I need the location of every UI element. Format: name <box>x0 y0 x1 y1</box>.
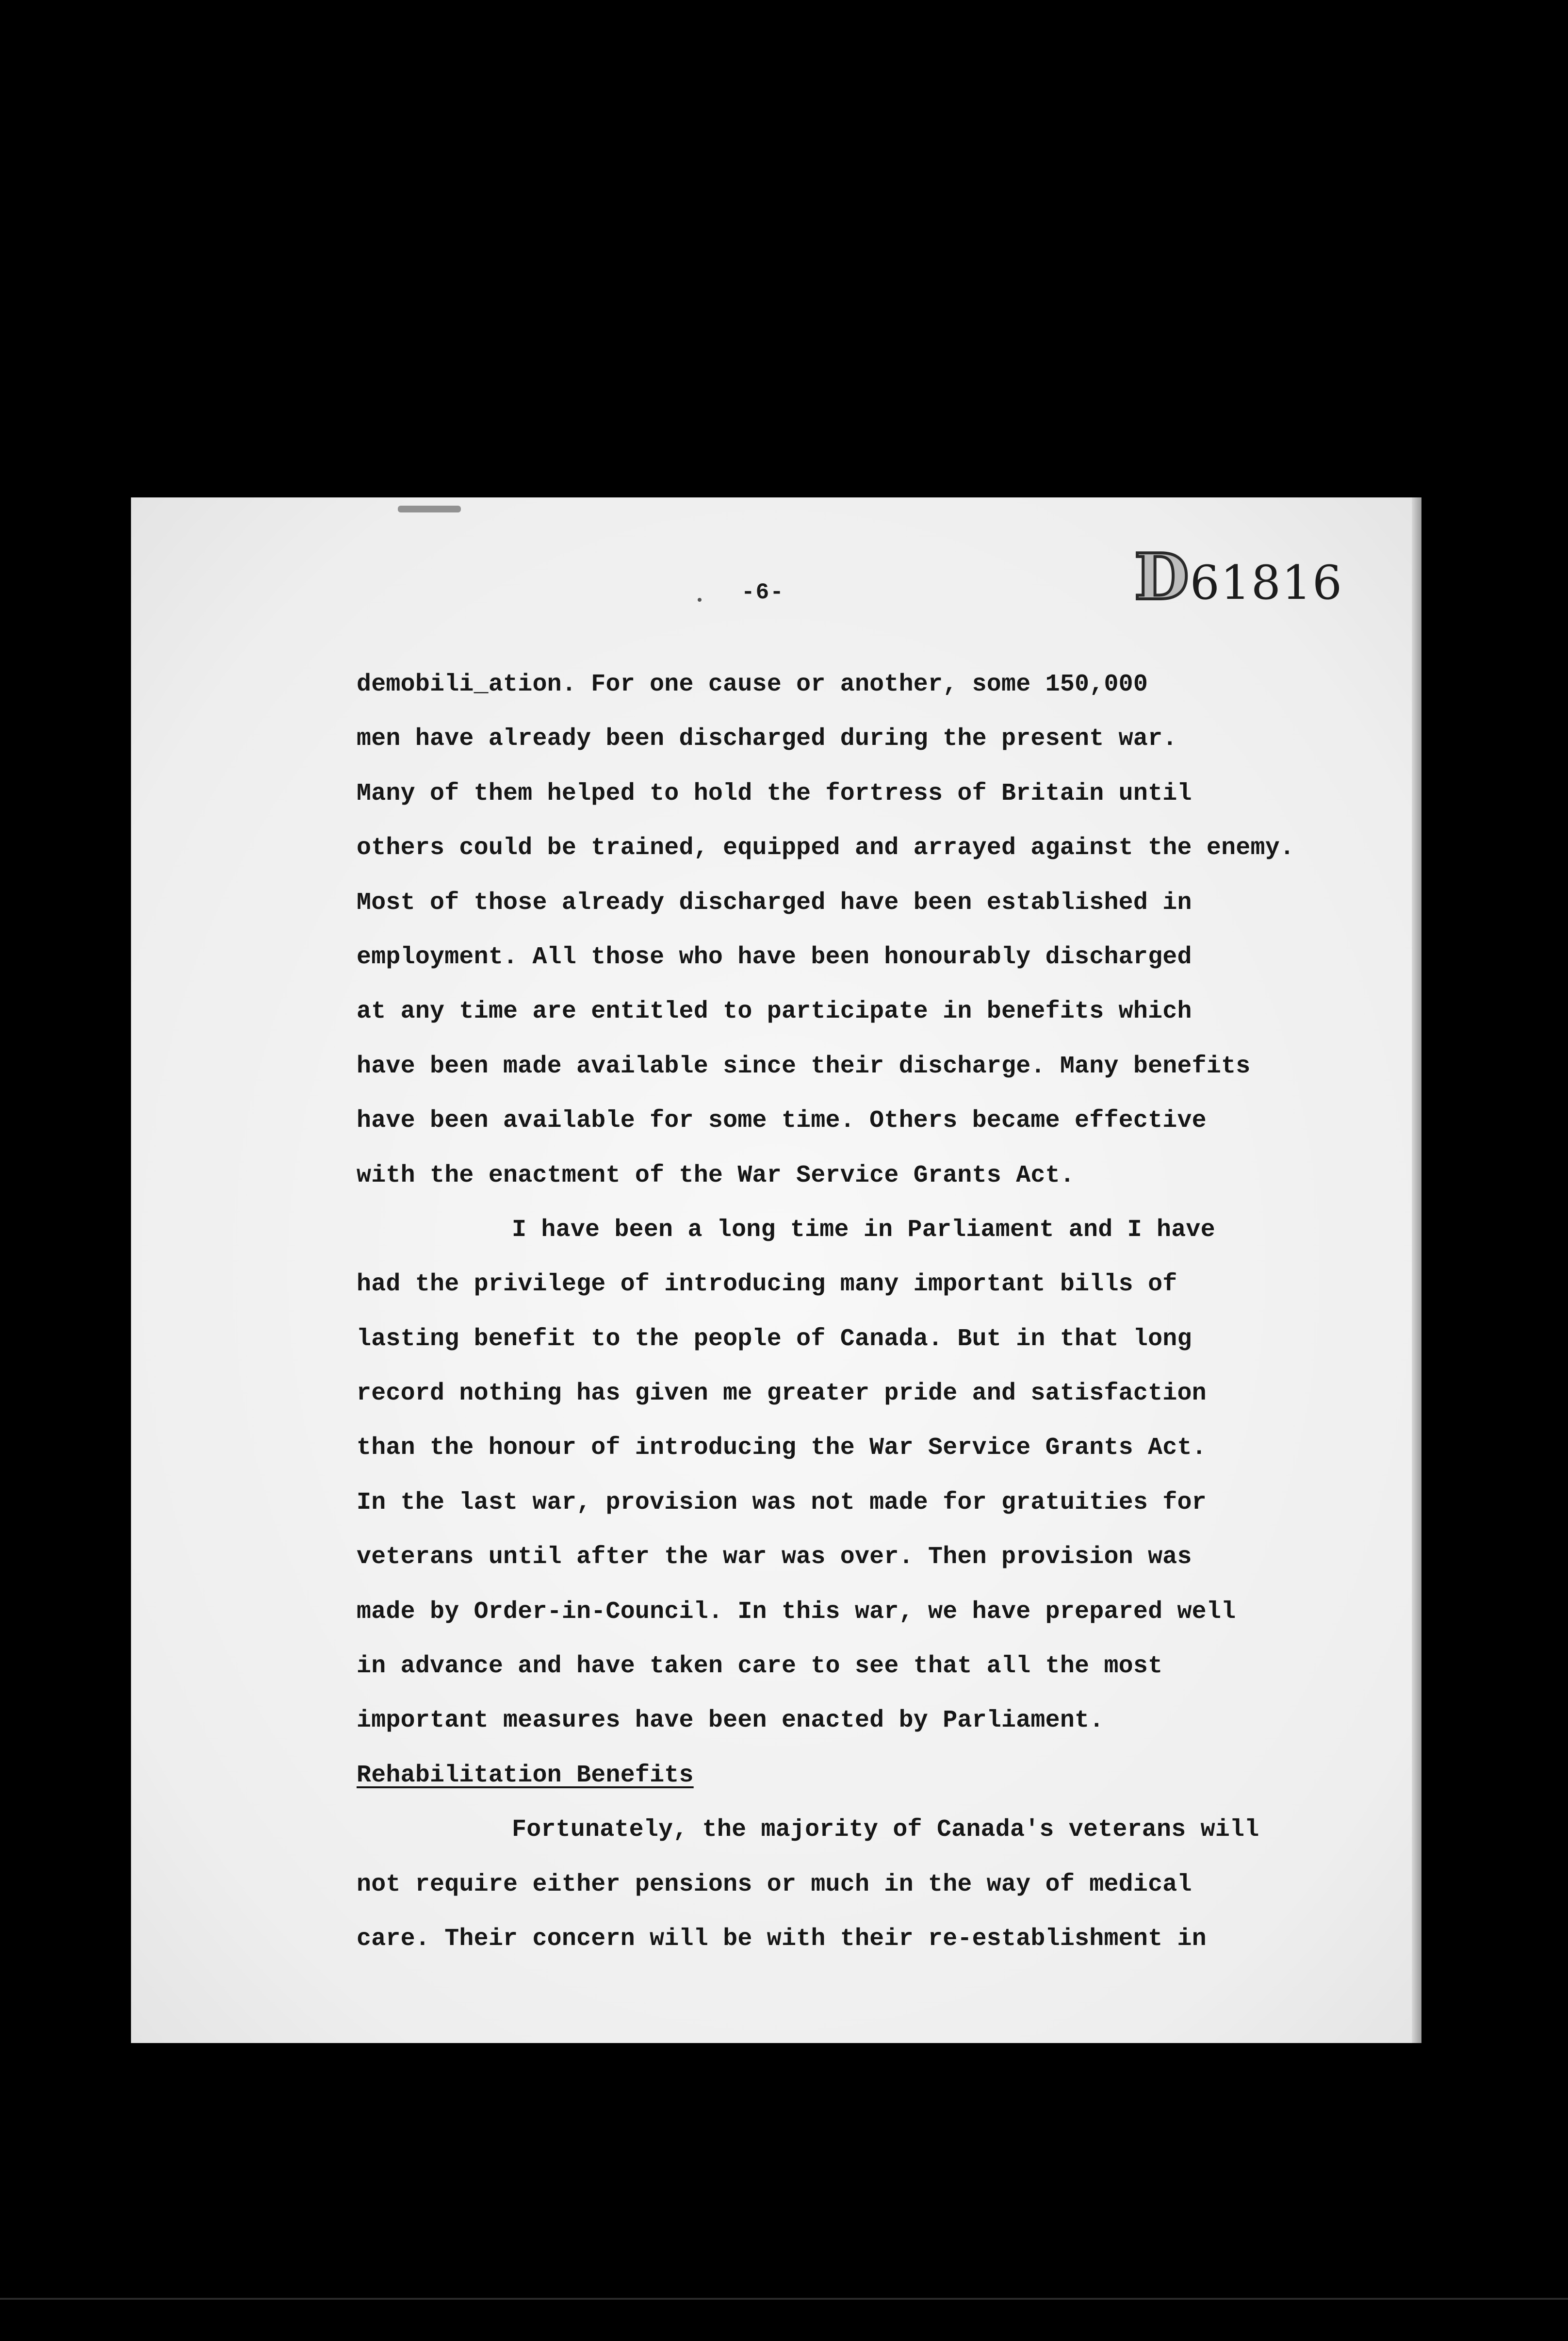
section-heading-text: Rehabilitation Benefits <box>357 1761 694 1789</box>
text-line: important measures have been enacted by Parliament. <box>357 1707 1104 1735</box>
stray-dot <box>698 598 702 602</box>
text-line: In the last war, provision was not made for gratuities for <box>357 1488 1207 1517</box>
text-line: Fortunately, the majority of Canada's veterans will <box>512 1816 1259 1844</box>
text-line: than the honour of introducing the War Service Grants Act. <box>357 1434 1207 1462</box>
page-number: -6- <box>741 580 784 605</box>
text-line: others could be trained, equipped and arrayed against the enemy. <box>357 834 1295 862</box>
text-line: demobili_ation. For one cause or another, some 150,000 <box>357 671 1148 698</box>
text-line: have been available for some time. Others became effective <box>357 1107 1207 1135</box>
ink-smudge <box>398 506 461 512</box>
text-line: record nothing has given me greater pride and satisfaction <box>357 1380 1207 1408</box>
text-line: had the privilege of introducing many important bills of <box>357 1270 1177 1299</box>
text-line: at any time are entitled to participate in benefits which <box>357 998 1192 1026</box>
section-heading <box>357 1748 1424 1803</box>
bottom-divider <box>0 2298 1568 2300</box>
text-line: in advance and have taken care to see that all the most <box>357 1652 1163 1681</box>
archive-stamp-number: 61816 <box>1190 556 1343 610</box>
text-line: with the enactment of the War Service Grants Act. <box>357 1161 1075 1189</box>
text-line: employment. All those who have been honourably discharged <box>357 943 1192 971</box>
text-line: I have been a long time in Parliament and I have <box>512 1216 1215 1244</box>
text-line: lasting benefit to the people of Canada. But in that long <box>357 1325 1192 1353</box>
text-line: men have already been discharged during the present war. <box>357 725 1177 753</box>
text-line: care. Their concern will be with their re-establishment in <box>357 1925 1207 1953</box>
document-body <box>357 658 1424 1966</box>
text-line: have been made available since their discharge. Many benefits <box>357 1052 1251 1080</box>
text-line: Many of them helped to hold the fortress of Britain until <box>357 779 1192 808</box>
archive-stamp <box>1134 540 1343 614</box>
text-line: not require either pensions or much in the way of medical <box>357 1870 1192 1898</box>
archive-stamp-prefix: D <box>1134 540 1190 614</box>
text-line: made by Order-in-Council. In this war, we have prepared well <box>357 1598 1236 1626</box>
text-line: veterans until after the war was over. Then provision was <box>357 1543 1192 1571</box>
text-line: Most of those already discharged have been established in <box>357 889 1192 917</box>
